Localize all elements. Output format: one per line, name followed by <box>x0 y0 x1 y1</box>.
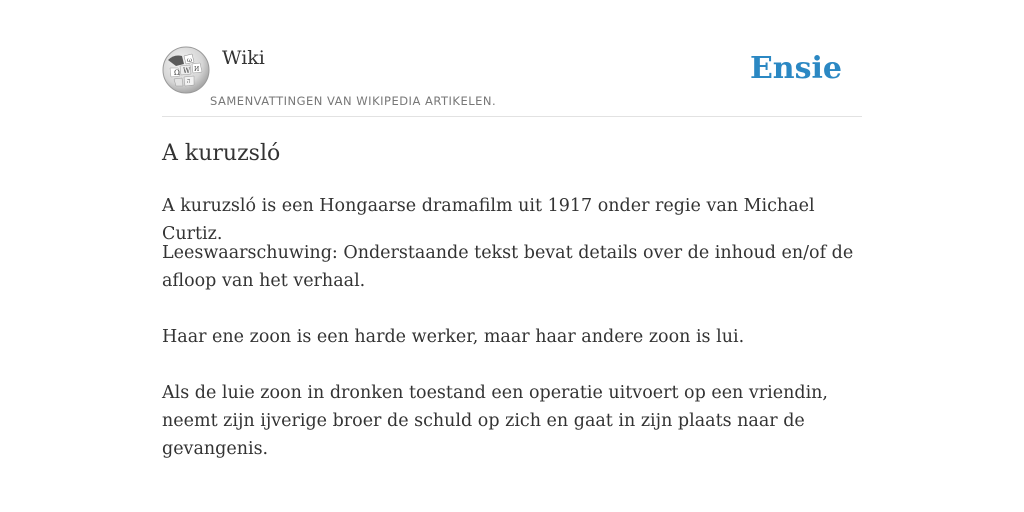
content-container <box>162 0 862 459</box>
article-paragraph-intro: A kuruzsló is een Hongaarse dramafilm uit 1917 onder regie van Michael Curtiz. <box>162 196 815 244</box>
svg-text:Ω: Ω <box>174 69 180 77</box>
article-paragraph-plot-2: Als de luie zoon in dronken toestand een operatie uitvoert op een vriendin, neemt zijn ijverige broer de schuld op zich en gaat in zijn plaats naar de gevangenis. <box>162 383 828 459</box>
article-title: A kuruzsló <box>162 141 281 166</box>
site-name[interactable]: Wiki <box>222 47 265 69</box>
ensie-brand-link[interactable]: Ensie <box>749 51 842 86</box>
svg-text:ω: ω <box>187 57 192 64</box>
site-tagline: SAMENVATTINGEN VAN WIKIPEDIA ARTIKELEN. <box>210 94 497 108</box>
wikipedia-globe-icon[interactable] <box>162 46 210 94</box>
spoiler-warning: Leeswaarschuwing: Onderstaande tekst bevat details over de inhoud en/of de afloop van het verhaal. <box>162 243 854 291</box>
article-paragraph-plot-1: Haar ene zoon is een harde werker, maar haar andere zoon is lui. <box>162 327 745 347</box>
site-header <box>162 0 862 117</box>
svg-text:И: И <box>194 66 200 73</box>
svg-text:ה: ה <box>187 78 191 85</box>
svg-text:W: W <box>183 67 191 75</box>
